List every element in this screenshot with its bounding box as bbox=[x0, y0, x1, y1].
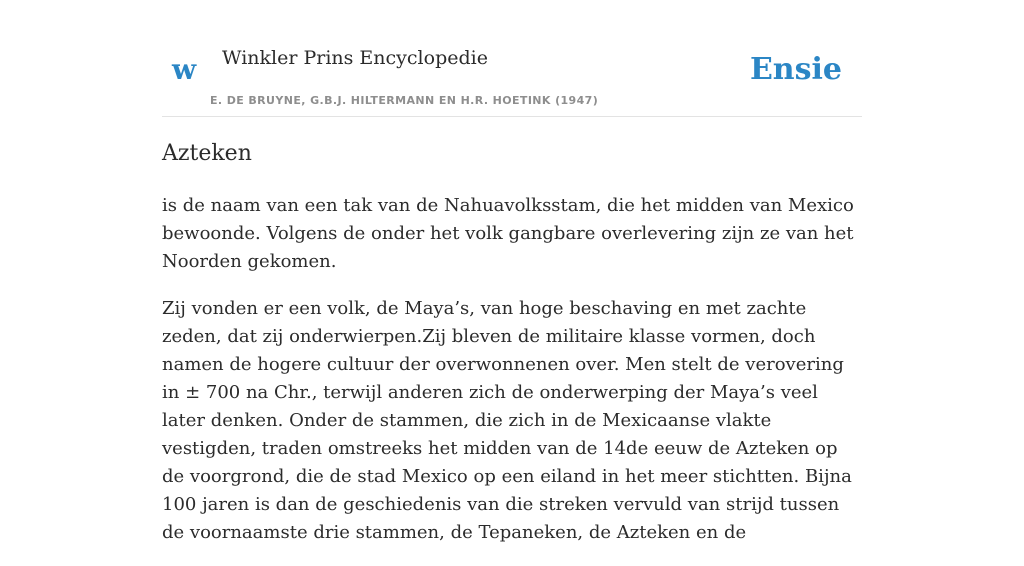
page bbox=[162, 0, 862, 543]
site-header bbox=[162, 0, 862, 117]
article-paragraph: Zij vonden er een volk, de Maya’s, van hoge beschaving en met zachte zeden, dat zij onderwierpen.Zij bleven de militaire klasse vormen, doch namen de hogere cultuur der overwonnenen over. Men stelt de verovering in ± 700 na Chr., terwijl anderen zich de onderwerping der Maya’s veel later denken. Onder de stammen, die zich in de Mexicaanse vlakte vestigden, traden omstreeks het midden van de 14de eeuw de Azteken op de voorgrond, die de stad Mexico op een eiland in het meer stichtten. Bijna 100 jaren is dan de geschiedenis van die streken vervuld van strijd tussen de voornaamste drie stammen, de Tepaneken, de Azteken en de bbox=[162, 298, 852, 543]
brand-logo[interactable]: Ensie bbox=[749, 52, 842, 87]
article-title: Azteken bbox=[162, 141, 252, 166]
encyclopedia-title[interactable]: Winkler Prins Encyclopedie bbox=[222, 47, 488, 69]
article-paragraph: is de naam van een tak van de Nahuavolksstam, die het midden van Mexico bewoonde. Volgens de onder het volk gangbare overlevering zijn ze van het Noorden gekomen. bbox=[162, 195, 854, 272]
site-logo[interactable]: w bbox=[172, 53, 197, 86]
authors-line: E. DE BRUYNE, G.B.J. HILTERMANN EN H.R. HOETINK (1947) bbox=[210, 94, 599, 107]
article-body bbox=[162, 192, 862, 566]
